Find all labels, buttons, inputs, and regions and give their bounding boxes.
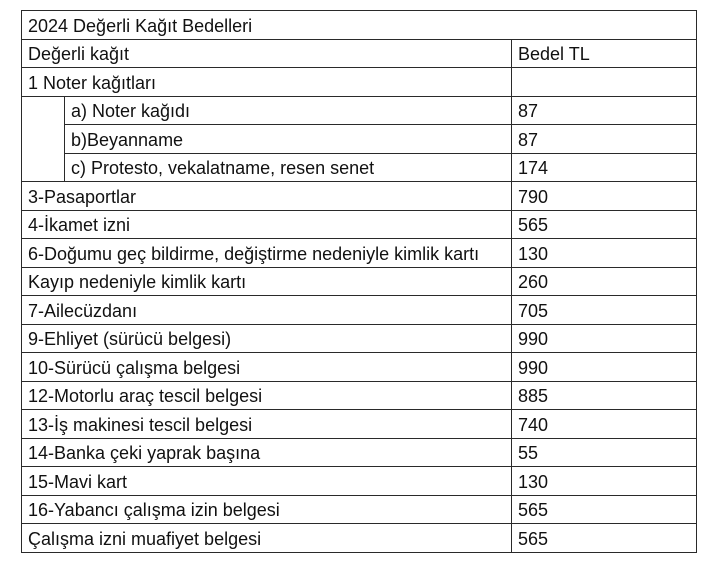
row-price: 565 xyxy=(512,210,697,239)
table-row xyxy=(22,381,697,410)
row-label: Çalışma izni muafiyet belgesi xyxy=(22,524,512,553)
row-price: 885 xyxy=(512,381,697,410)
row-label: 3-Pasaportlar xyxy=(22,182,512,211)
row-label: 15-Mavi kart xyxy=(22,467,512,496)
title-row xyxy=(22,11,697,40)
table-row xyxy=(22,410,697,439)
table-row xyxy=(22,524,697,553)
row-label: 6-Doğumu geç bildirme, değiştirme nedeniyle kimlik kartı xyxy=(22,239,512,268)
table-row xyxy=(22,182,697,211)
row-price: 130 xyxy=(512,239,697,268)
row-label: 13-İş makinesi tescil belgesi xyxy=(22,410,512,439)
group-label: 1 Noter kağıtları xyxy=(22,68,512,97)
sub-item-price: 87 xyxy=(512,96,697,125)
table-row xyxy=(22,353,697,382)
row-label: 7-Ailecüzdanı xyxy=(22,296,512,325)
fee-table xyxy=(21,10,697,553)
sub-item-price: 174 xyxy=(512,153,697,182)
row-price: 565 xyxy=(512,524,697,553)
indent-spacer xyxy=(22,96,65,182)
row-label: Kayıp nedeniyle kimlik kartı xyxy=(22,267,512,296)
row-label: 10-Sürücü çalışma belgesi xyxy=(22,353,512,382)
row-label: 14-Banka çeki yaprak başına xyxy=(22,438,512,467)
table-row xyxy=(22,324,697,353)
group-row xyxy=(22,68,697,97)
table-row xyxy=(22,467,697,496)
sub-item-price: 87 xyxy=(512,125,697,154)
row-price: 705 xyxy=(512,296,697,325)
sub-row xyxy=(22,96,697,125)
row-price: 740 xyxy=(512,410,697,439)
table-row xyxy=(22,210,697,239)
row-price: 565 xyxy=(512,495,697,524)
table-row xyxy=(22,438,697,467)
row-label: 12-Motorlu araç tescil belgesi xyxy=(22,381,512,410)
row-label: 16-Yabancı çalışma izin belgesi xyxy=(22,495,512,524)
row-price: 790 xyxy=(512,182,697,211)
row-label: 9-Ehliyet (sürücü belgesi) xyxy=(22,324,512,353)
row-price: 990 xyxy=(512,324,697,353)
table-row xyxy=(22,296,697,325)
table-title: 2024 Değerli Kağıt Bedelleri xyxy=(22,11,697,40)
sub-row xyxy=(22,125,697,154)
group-price-empty xyxy=(512,68,697,97)
row-label: 4-İkamet izni xyxy=(22,210,512,239)
sub-item-label: a) Noter kağıdı xyxy=(65,96,512,125)
header-row xyxy=(22,39,697,68)
row-price: 990 xyxy=(512,353,697,382)
row-price: 260 xyxy=(512,267,697,296)
table-row xyxy=(22,239,697,268)
sub-row xyxy=(22,153,697,182)
row-price: 130 xyxy=(512,467,697,496)
table-row xyxy=(22,267,697,296)
header-item: Değerli kağıt xyxy=(22,39,512,68)
sub-item-label: c) Protesto, vekalatname, resen senet xyxy=(65,153,512,182)
table-row xyxy=(22,495,697,524)
row-price: 55 xyxy=(512,438,697,467)
sub-item-label: b)Beyanname xyxy=(65,125,512,154)
header-price: Bedel TL xyxy=(512,39,697,68)
